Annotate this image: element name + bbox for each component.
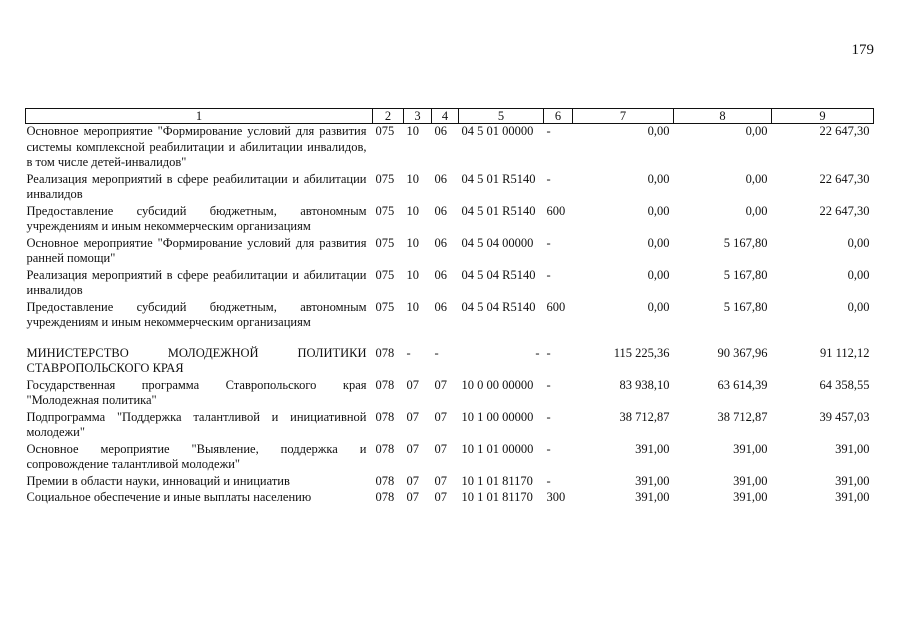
cell-expense-type: - xyxy=(546,377,551,392)
cell-subsection: 06 xyxy=(434,171,447,186)
cell-section: - xyxy=(406,345,411,360)
column-header: 2 xyxy=(373,109,404,124)
cell-ministry-code: 078 xyxy=(375,473,395,488)
table-row xyxy=(26,474,874,491)
cell-section: 10 xyxy=(406,267,419,282)
row-name: Реализация мероприятий в сфере реабилитации и абилитации инвалидов xyxy=(26,171,367,201)
column-header: 5 xyxy=(459,109,544,124)
cell-expense-type: - xyxy=(546,171,551,186)
cell-amount-8: 5 167,80 xyxy=(723,299,768,314)
cell-amount-9: 0,00 xyxy=(847,299,870,314)
cell-expense-type: - xyxy=(546,345,551,360)
cell-ministry-code: 075 xyxy=(375,235,395,250)
cell-amount-9: 91 112,12 xyxy=(819,345,870,360)
row-name: Государственная программа Ставропольского края "Молодежная политика" xyxy=(26,377,367,407)
cell-amount-8: 63 614,39 xyxy=(717,377,768,392)
cell-amount-8: 0,00 xyxy=(745,203,768,218)
cell-expense-type: - xyxy=(546,409,551,424)
column-header: 4 xyxy=(432,109,459,124)
table-body xyxy=(26,124,874,507)
cell-expense-type: 600 xyxy=(546,203,566,218)
row-name: Основное мероприятие "Выявление, поддержка и сопровождение талантливой молодежи" xyxy=(26,441,367,471)
cell-ministry-code: 078 xyxy=(375,345,395,360)
cell-amount-8: 0,00 xyxy=(745,171,768,186)
cell-amount-9: 22 647,30 xyxy=(819,171,870,186)
cell-expense-type: - xyxy=(546,235,551,250)
cell-subsection: 07 xyxy=(434,490,447,504)
cell-amount-7: 0,00 xyxy=(647,235,670,250)
cell-amount-7: 0,00 xyxy=(647,267,670,282)
cell-amount-7: 391,00 xyxy=(635,490,670,504)
cell-subsection: 06 xyxy=(434,235,447,250)
cell-amount-7: 391,00 xyxy=(635,473,670,488)
cell-expense-type: - xyxy=(546,441,551,456)
cell-amount-7: 0,00 xyxy=(647,299,670,314)
table-row xyxy=(26,124,874,172)
cell-target-code: 04 5 04 00000 xyxy=(461,235,534,250)
table-row xyxy=(26,236,874,268)
cell-amount-7: 391,00 xyxy=(635,441,670,456)
cell-section: 10 xyxy=(406,203,419,218)
cell-subsection: 07 xyxy=(434,441,447,456)
cell-amount-8: 391,00 xyxy=(733,490,768,504)
cell-amount-7: 115 225,36 xyxy=(613,345,670,360)
cell-ministry-code: 078 xyxy=(375,441,395,456)
cell-target-code: 04 5 04 R5140 xyxy=(461,299,536,314)
cell-subsection: 06 xyxy=(434,203,447,218)
cell-ministry-code: 078 xyxy=(375,377,395,392)
cell-ministry-code: 075 xyxy=(375,299,395,314)
spacer-row xyxy=(26,332,874,346)
column-header: 9 xyxy=(772,109,874,124)
cell-section: 10 xyxy=(406,124,419,138)
cell-subsection: 06 xyxy=(434,299,447,314)
row-name: МИНИСТЕРСТВО МОЛОДЕЖНОЙ ПОЛИТИКИ СТАВРОПОЛЬСКОГО КРАЯ xyxy=(26,345,367,375)
cell-section: 10 xyxy=(406,299,419,314)
cell-expense-type: - xyxy=(546,473,551,488)
cell-section: 07 xyxy=(406,377,419,392)
cell-amount-8: 391,00 xyxy=(733,441,768,456)
column-header: 8 xyxy=(674,109,772,124)
table-row xyxy=(26,300,874,332)
budget-table xyxy=(25,108,874,507)
cell-subsection: 06 xyxy=(434,124,447,138)
table-row xyxy=(26,490,874,507)
cell-amount-9: 22 647,30 xyxy=(819,203,870,218)
row-name: Премии в области науки, инноваций и инициатив xyxy=(26,473,290,488)
row-name: Социальное обеспечение и иные выплаты населению xyxy=(26,490,312,504)
cell-ministry-code: 078 xyxy=(375,490,395,504)
table-row xyxy=(26,172,874,204)
table-row xyxy=(26,378,874,410)
cell-target-code: 04 5 01 R5140 xyxy=(461,203,536,218)
cell-amount-7: 0,00 xyxy=(647,171,670,186)
column-header: 3 xyxy=(404,109,432,124)
cell-section: 07 xyxy=(406,473,419,488)
cell-expense-type: - xyxy=(546,124,551,138)
cell-amount-8: 0,00 xyxy=(745,124,768,138)
row-name: Предоставление субсидий бюджетным, автономным учреждениям и иным некоммерческим организациям xyxy=(26,299,367,329)
cell-amount-9: 391,00 xyxy=(835,441,870,456)
cell-expense-type: 600 xyxy=(546,299,566,314)
cell-section: 07 xyxy=(406,490,419,504)
row-name: Основное мероприятие "Формирование условий для развития ранней помощи" xyxy=(26,235,367,265)
cell-amount-8: 38 712,87 xyxy=(717,409,768,424)
cell-ministry-code: 078 xyxy=(375,409,395,424)
cell-target-code: 10 1 00 00000 xyxy=(461,409,534,424)
cell-ministry-code: 075 xyxy=(375,124,395,138)
cell-section: 10 xyxy=(406,171,419,186)
cell-target-code: 10 1 01 81170 xyxy=(461,473,533,488)
cell-target-code: 04 5 04 R5140 xyxy=(461,267,536,282)
cell-amount-8: 5 167,80 xyxy=(723,235,768,250)
table-row xyxy=(26,268,874,300)
page-number: 179 xyxy=(851,42,874,58)
cell-amount-7: 0,00 xyxy=(647,124,670,138)
cell-expense-type: - xyxy=(546,267,551,282)
cell-amount-8: 90 367,96 xyxy=(717,345,768,360)
cell-target-code: - xyxy=(535,345,540,360)
cell-target-code: 10 1 01 00000 xyxy=(461,441,534,456)
column-header: 7 xyxy=(573,109,674,124)
cell-expense-type: 300 xyxy=(546,490,566,504)
cell-section: 10 xyxy=(406,235,419,250)
cell-target-code: 04 5 01 00000 xyxy=(461,124,534,138)
cell-amount-9: 22 647,30 xyxy=(819,124,870,138)
cell-ministry-code: 075 xyxy=(375,203,395,218)
row-name: Предоставление субсидий бюджетным, автономным учреждениям и иным некоммерческим организациям xyxy=(26,203,367,233)
cell-subsection: 06 xyxy=(434,267,447,282)
cell-amount-9: 391,00 xyxy=(835,473,870,488)
cell-subsection: 07 xyxy=(434,473,447,488)
cell-amount-7: 83 938,10 xyxy=(619,377,670,392)
header-row xyxy=(26,109,874,124)
row-name: Реализация мероприятий в сфере реабилитации и абилитации инвалидов xyxy=(26,267,367,297)
cell-amount-9: 39 457,03 xyxy=(819,409,870,424)
table-row xyxy=(26,442,874,474)
table-row xyxy=(26,204,874,236)
cell-ministry-code: 075 xyxy=(375,171,395,186)
column-header: 6 xyxy=(544,109,573,124)
cell-amount-9: 0,00 xyxy=(847,267,870,282)
cell-target-code: 10 0 00 00000 xyxy=(461,377,534,392)
cell-amount-8: 391,00 xyxy=(733,473,768,488)
cell-amount-9: 391,00 xyxy=(835,490,870,504)
cell-amount-8: 5 167,80 xyxy=(723,267,768,282)
cell-subsection: 07 xyxy=(434,409,447,424)
cell-amount-9: 64 358,55 xyxy=(819,377,870,392)
column-header: 1 xyxy=(26,109,373,124)
table-row xyxy=(26,346,874,378)
cell-subsection: 07 xyxy=(434,377,447,392)
cell-subsection: - xyxy=(434,345,439,360)
table-header xyxy=(26,109,874,124)
cell-amount-7: 38 712,87 xyxy=(619,409,670,424)
cell-amount-9: 0,00 xyxy=(847,235,870,250)
row-name: Подпрограмма "Поддержка талантливой и инициативной молодежи" xyxy=(26,409,367,439)
cell-section: 07 xyxy=(406,441,419,456)
cell-amount-7: 0,00 xyxy=(647,203,670,218)
cell-section: 07 xyxy=(406,409,419,424)
cell-target-code: 04 5 01 R5140 xyxy=(461,171,536,186)
cell-ministry-code: 075 xyxy=(375,267,395,282)
table-row xyxy=(26,410,874,442)
row-name: Основное мероприятие "Формирование условий для развития системы комплексной реабилитации и абилитации инвалидов, в том числе детей-инвалидов" xyxy=(26,124,367,169)
cell-target-code: 10 1 01 81170 xyxy=(461,490,533,504)
